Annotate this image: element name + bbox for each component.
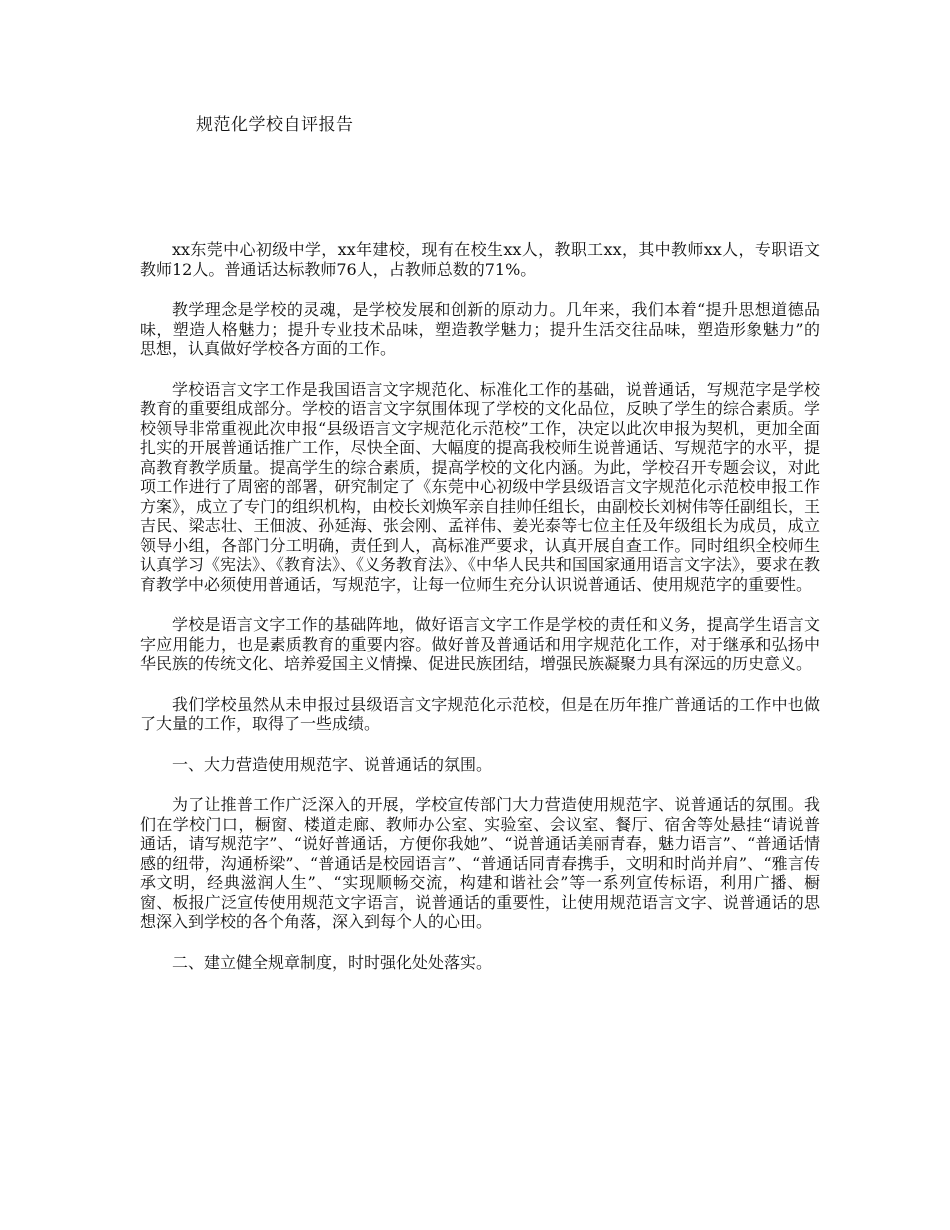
- document-body: [140, 240, 820, 993]
- paragraph-teaching-philosophy: 教学理念是学校的灵魂，是学校发展和创新的原动力。几年来，我们本着“提升思想道德品味，塑造人格魅力；提升专业技术品味，塑造教学魅力；提升生活交往品味，塑造形象魅力”的思想，认真做好学校各方面的工作。: [140, 300, 820, 358]
- section-heading-2: 二、建立健全规章制度，时时强化处处落实。: [172, 952, 493, 972]
- document-title: 规范化学校自评报告: [196, 115, 354, 135]
- paragraph-school-overview: xx东莞中心初级中学，xx年建校，现有在校生xx人，教职工xx，其中教师xx人，专职语文教师12人。普通话达标教师76人，占教师总数的71%。: [140, 240, 820, 279]
- section-heading-1: 一、大力营造使用规范字、说普通话的氛围。: [172, 754, 493, 774]
- paragraph-language-work: 学校语言文字工作是我国语言文字规范化、标准化工作的基础，说普通话，写规范字是学校教育的重要组成部分。学校的语言文字氛围体现了学校的文化品位，反映了学生的综合素质。学校领导非常重视此次申报“县级语言文字规范化示范校”工作，决定以此次申报为契机，更加全面扎实的开展普通话推广工作，尽快全面、大幅度的提高我校师生说普通话、写规范字的水平，提高教育教学质量。提高学生的综合素质，提高学校的文化内涵。为此，学校召开专题会议，对此项工作进行了周密的部署，研究制定了《东莞中心初级中学县级语言文字规范化示范校申报工作方案》，成立了专门的组织机构，由校长刘焕军亲自挂帅任组长，由副校长刘树伟等任副组长，王吉民、梁志壮、王佃波、孙延海、张会刚、孟祥伟、姜光泰等七位主任及年级组长为成员，成立领导小组，各部门分工明确，责任到人，高标准严要求，认真开展自查工作。同时组织全校师生认真学习《宪法》、《教育法》、《义务教育法》、《中华人民共和国国家通用语言文字法》，要求在教育教学中必须使用普通话，写规范字，让每一位师生充分认识说普通话、使用规范字的重要性。: [140, 379, 821, 594]
- paragraph-school-foundation: 学校是语言文字工作的基础阵地，做好语言文字工作是学校的责任和义务，提高学生语言文字应用能力，也是素质教育的重要内容。做好普及普通话和用字规范化工作，对于继承和弘扬中华民族的传统文化、培养爱国主义情操、促进民族团结，增强民族凝聚力具有深远的历史意义。: [140, 615, 820, 673]
- paragraph-promotion-atmosphere: 为了让推普工作广泛深入的开展，学校宣传部门大力营造使用规范字、说普通话的氛围。我们在学校门口，橱窗、楼道走廊、教师办公室、实验室、会议室、餐厅、宿舍等处悬挂“请说普通话，请写规范字”、“说好普通话，方便你我她”、“说普通话美丽青春，魅力语言”、“普通话情感的纽带，沟通桥梁”、“普通话是校园语言”、“普通话同青春携手，文明和时尚并肩”、“雅言传承文明，经典滋润人生”、“实现顺畅交流，构建和谐社会”等一系列宣传标语，利用广播、橱窗、板报广泛宣传使用规范文字语言，说普通话的重要性，让使用规范语言文字、说普通话的思想深入到学校的各个角落，深入到每个人的心田。: [140, 795, 820, 931]
- paragraph-achievements: 我们学校虽然从未申报过县级语言文字规范化示范校，但是在历年推广普通话的工作中也做了大量的工作，取得了一些成绩。: [140, 694, 820, 733]
